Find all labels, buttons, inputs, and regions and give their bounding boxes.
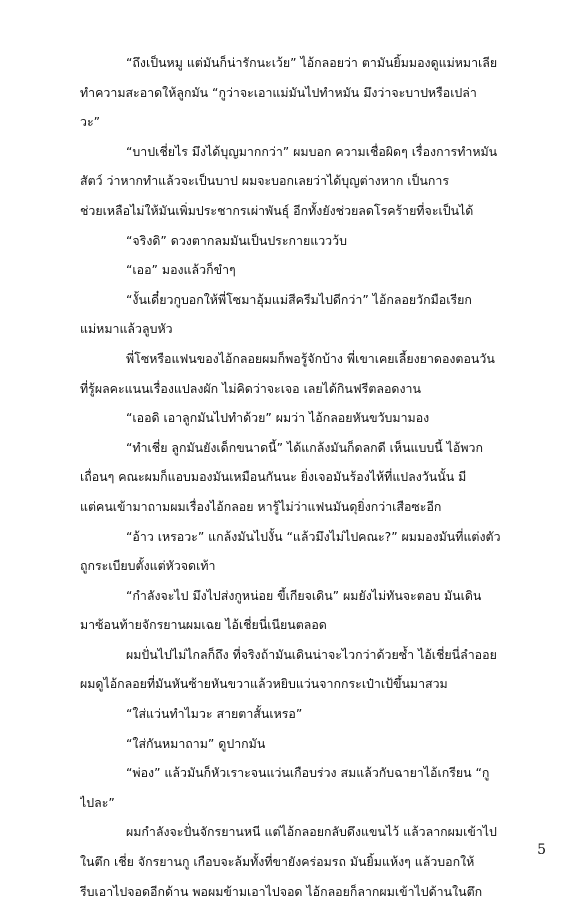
text-line: ผมปั่นไปไม่ไกลก็ถึง ที่จริงถ้ามันเดินน่าจะไวกว่าด้วยซ้ำ ไอ้เชี่ยนี่ลำออย [126, 646, 497, 662]
text-line: “ทำเชี่ย ลูกมันยังเด็กขนาดนี้” ได้แกล้งมันก็ดลกดี เห็นแบบนี้ ไอ้พวก [126, 439, 483, 455]
text-line: “ใส่แว่นทำไมวะ สายตาสั้นเหรอ” [126, 706, 303, 722]
text-line: “ถึงเป็นหมู แต่มันก็น่ารักนะเว้ย” ไอ้กลอยว่า ตามันยิ้มมองดูแม่หมาเลีย [126, 55, 498, 70]
text-line: “ใส่กันหมาถาม” ดูปากมัน [126, 735, 266, 751]
text-line: สัตว์ ว่าหากทำแล้วจะเป็นบาป ผมจะบอกเลยว่าได้บุญต่างหาก เป็นการ [80, 173, 449, 189]
text-line: รีบเอาไปจอดอีกด้าน พอผมข้ามเอาไปจอด ไอ้กลอยก็ลากผมเข้าไปด้านในตึก [80, 883, 483, 899]
text-line: “อ้าว เหรอวะ” แกล้งมันไปงั้น “แล้วมึงไม่ไปคณะ?” ผมมองมันที่แต่งตัว [126, 528, 501, 544]
text-line: วะ” [80, 114, 101, 130]
text-line: แม่หมาแล้วลูบหัว [80, 321, 173, 337]
text-line: “พ่อง” แล้วมันก็หัวเราะจนแว่นเกือบร่วง สมแล้วกับฉายาไอ้เกรียน “กู [126, 765, 490, 781]
text-line: ในตึก เชี่ย จักรยานกู เกือบจะล้มทั้งที่ขายังคร่อมรถ มันยิ้มแห้งๆ แล้วบอกให้ [80, 854, 475, 870]
text-line: “กำลังจะไป มึงไปส่งกูหน่อย ขี้เกียจเดิน” ผมยังไม่ทันจะตอบ มันเดิน [126, 587, 482, 603]
text-line: ช่วยเหลือไม่ให้มันเพิ่มประชากรเผ่าพันธุ์ อีกทั้งยังช่วยลดโรคร้ายที่จะเป็นได้ [80, 202, 474, 218]
text-line: ทำความสะอาดให้ลูกมัน “กูว่าจะเอาแม่มันไปทำหมัน มึงว่าจะบาปหรือเปล่า [80, 84, 477, 100]
body-text [80, 48, 530, 906]
text-line: พี่โซหรือแฟนของไอ้กลอยผมก็พอรู้จักบ้าง พี่เขาเคยเลี้ยงยาดองตอนวัน [126, 350, 495, 366]
page-number: 5 [537, 842, 546, 858]
text-line: ผมดูไอ้กลอยที่มันหันซ้ายหันขวาแล้วหยิบแว่นจากกระเป๋าเป้ขึ้นมาสวม [80, 676, 448, 692]
text-line: “จริงดิ” ดวงตากลมมันเป็นประกายแววว้บ [126, 232, 347, 248]
text-line: ไปละ” [80, 794, 115, 810]
text-line: ผมกำลังจะปั่นจักรยานหนี แต่ไอ้กลอยกลับดึงแขนไว้ แล้วลากผมเข้าไป [126, 824, 497, 840]
text-line: “เออ” มองแล้วก็ขำๆ [126, 262, 236, 278]
text-line: “บาปเชี่ยไร มึงได้บุญมากกว่า” ผมบอก ความเชื่อผิดๆ เรื่องการทำหมัน [126, 143, 498, 159]
text-line: “งั้นเดี๋ยวกูบอกให้พี่โซมาอุ้มแม่สีครีมไปดีกว่า” ไอ้กลอยวักมือเรียก [126, 291, 472, 307]
text-line: มาซ้อนท้ายจักรยานผมเฉย ไอ้เชี่ยนี่เนียนตลอด [80, 617, 327, 633]
text-line: ถูกระเบียบตั้งแต่หัวจดเท้า [80, 558, 216, 574]
text-line: “เออดิ เอาลูกมันไปทำด้วย” ผมว่า ไอ้กลอยหันขวับมามอง [126, 410, 430, 426]
text-line: แต่คนเข้ามาถามผมเรื่องไอ้กลอย หารู้ไม่ว่าแฟนมันดุยิ่งกว่าเสือซะอีก [80, 498, 442, 514]
text-line: ที่รู้ผลคะแนนเรื่องแปลงผัก ไม่คิดว่าจะเจอ เลยได้กินฟรีตลอดงาน [80, 380, 421, 396]
text-line: เถื่อนๆ คณะผมก็แอบมองมันเหมือนกันนะ ยิ่งเจอมันร้องไห้ที่แปลงวันนั้น มี [80, 469, 467, 485]
